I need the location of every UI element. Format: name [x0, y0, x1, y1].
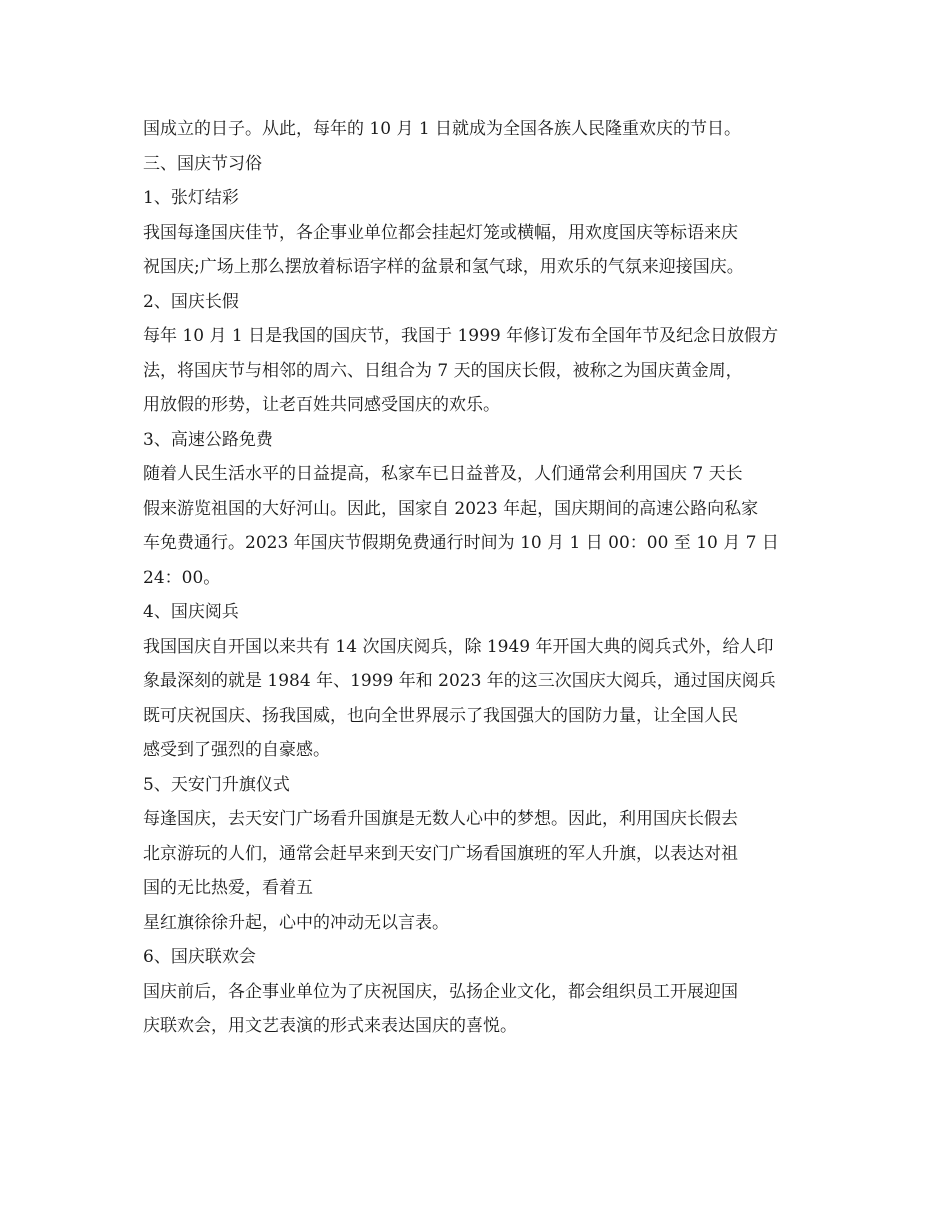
- text-line: 用放假的形势，让老百姓共同感受国庆的欢乐。: [143, 395, 500, 415]
- section-heading: 三、国庆节习俗: [143, 153, 262, 174]
- text-line: 既可庆祝国庆、扬我国威，也向全世界展示了我国强大的国防力量，让全国人民: [143, 705, 738, 726]
- text-line: 法，将国庆节与相邻的周六、日组合为 7 天的国庆长假，被称之为国庆黄金周，: [143, 360, 743, 381]
- subsection-heading: 2、国庆长假: [143, 291, 239, 312]
- subsection-heading: 5、天安门升旗仪式: [143, 774, 290, 795]
- subsection-heading: 3、高速公路免费: [143, 429, 273, 450]
- subsection-heading: 4、国庆阅兵: [143, 602, 239, 622]
- text-line: 我国每逢国庆佳节，各企事业单位都会挂起灯笼或横幅，用欢度国庆等标语来庆: [143, 222, 738, 243]
- text-line: 祝国庆;广场上那么摆放着标语字样的盆景和氢气球，用欢乐的气氛来迎接国庆。: [143, 257, 744, 277]
- text-line: 国成立的日子。从此，每年的 10 月 1 日就成为全国各族人民隆重欢庆的节日。: [143, 119, 742, 139]
- text-line: 随着人民生活水平的日益提高，私家车已日益普及，人们通常会利用国庆 7 天长: [143, 464, 743, 484]
- text-line: 北京游玩的人们，通常会赶早来到天安门广场看国旗班的军人升旗，以表达对祖: [143, 843, 738, 864]
- text-line: 国的无比热爱，看着五: [143, 878, 313, 898]
- text-line: 每逢国庆，去天安门广场看升国旗是无数人心中的梦想。因此，利用国庆长假去: [143, 809, 738, 829]
- text-line: 象最深刻的就是 1984 年、1999 年和 2023 年的这三次国庆大阅兵，通过国庆阅兵: [143, 671, 776, 691]
- text-line: 国庆前后，各企事业单位为了庆祝国庆，弘扬企业文化，都会组织员工开展迎国: [143, 981, 738, 1002]
- subsection-heading: 6、国庆联欢会: [143, 947, 256, 967]
- text-line: 24：00。: [143, 567, 221, 588]
- text-line: 庆联欢会，用文艺表演的形式来表达国庆的喜悦。: [143, 1016, 517, 1036]
- text-line: 每年 10 月 1 日是我国的国庆节，我国于 1999 年修订发布全国年节及纪念日放假方: [143, 326, 779, 346]
- text-line: 星红旗徐徐升起，心中的冲动无以言表。: [143, 912, 449, 933]
- text-line: 我国国庆自开国以来共有 14 次国庆阅兵，除 1949 年开国大典的阅兵式外，给人印: [143, 636, 774, 657]
- text-line: 假来游览祖国的大好河山。因此，国家自 2023 年起，国庆期间的高速公路向私家: [143, 498, 759, 519]
- document-body: [143, 112, 823, 1044]
- subsection-heading: 1、张灯结彩: [143, 188, 239, 208]
- text-line: 感受到了强烈的自豪感。: [143, 740, 330, 760]
- text-line: 车免费通行。2023 年国庆节假期免费通行时间为 10 月 1 日 00：00 至 10 月 7 日: [143, 533, 779, 553]
